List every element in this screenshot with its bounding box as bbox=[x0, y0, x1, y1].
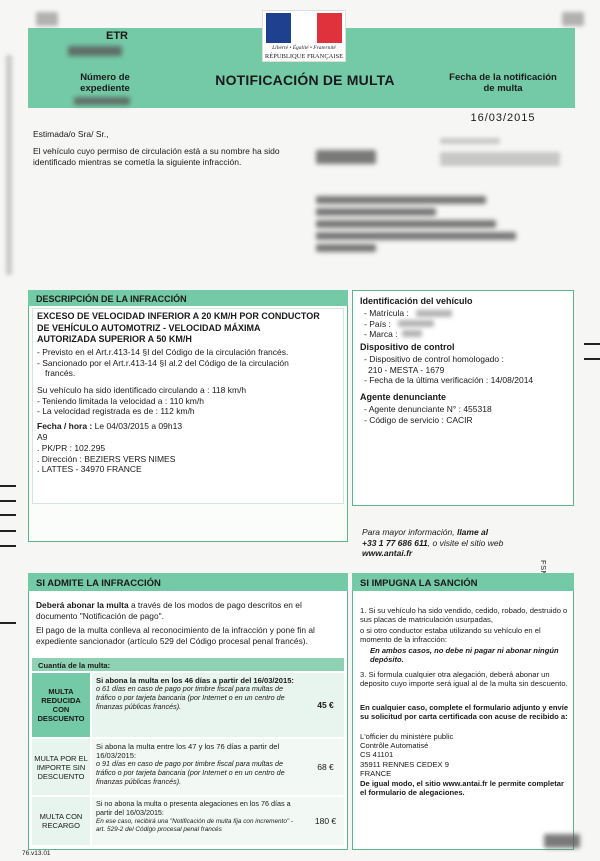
redacted-address-line bbox=[316, 208, 436, 216]
fecha-notificacion-value: 16/03/2015 bbox=[470, 112, 536, 124]
redacted-matricula bbox=[416, 310, 452, 317]
impugna-title: SI IMPUGNA LA SANCIÓN bbox=[360, 578, 478, 589]
agente-title: Agente denunciante bbox=[360, 392, 447, 402]
admite-p2: El pago de la multa conlleva al reconocimiento de la infracción y pone fin al expediente sancionador (artículo 529 del Código procesal penal francés). bbox=[36, 625, 315, 646]
redacted-address-line bbox=[316, 220, 496, 228]
row-main: Si abona la multa en los 46 días a partir del 16/03/2015: bbox=[96, 676, 294, 685]
agente-item: - Código de servicio : CACIR bbox=[364, 414, 473, 425]
greeting: Estimada/o Sra/ Sr., bbox=[33, 129, 109, 139]
agente-items bbox=[364, 404, 492, 425]
row-main: Si abona la multa entre los 47 y los 76 días a partir del 16/03/2015: bbox=[96, 742, 280, 761]
redacted-address-ref bbox=[440, 138, 500, 144]
row-sub: En ese caso, recibirá una "Notificación de multa fija con incremento" - art. 529-2 del Código procesal penal francés bbox=[96, 817, 294, 833]
redacted-address-line bbox=[316, 244, 376, 252]
speed-line: - La velocidad registrada es de : 112 km/h bbox=[37, 406, 195, 416]
redacted-address-line bbox=[316, 196, 486, 204]
redacted-marca bbox=[402, 330, 422, 337]
margin-mark bbox=[0, 622, 16, 624]
impugna-p4: En cualquier caso, complete el formulario adjunto y envíe su solicitud por carta certificada con acuse de recibido a: bbox=[360, 703, 569, 722]
vehiculo-item: - País : bbox=[364, 318, 391, 329]
margin-mark bbox=[584, 358, 600, 360]
impugna-p5 bbox=[360, 779, 572, 797]
impugna-p5-b: le permite completar el formulario de alegaciones. bbox=[360, 779, 564, 798]
logo-republique: RÉPUBLIQUE FRANÇAISE bbox=[264, 53, 344, 60]
address-line: CS 41101 bbox=[360, 750, 394, 760]
descripcion-title: DESCRIPCIÓN DE LA INFRACCIÓN bbox=[36, 294, 187, 304]
law-line: - Sancionado por el Art.r.413-14 §I al.2 del Código de la circulación bbox=[37, 357, 289, 368]
row-desc-sin-descuento bbox=[92, 739, 307, 795]
admite-title: SI ADMITE LA INFRACCIÓN bbox=[36, 578, 161, 589]
impugna-p3: 3. Si formula cualquier otra alegación, deberá abonar un deposito cuyo importe será igual al de la multa sin descuento. bbox=[360, 670, 568, 689]
infraccion-road: A9 bbox=[37, 432, 48, 442]
redacted-pais bbox=[398, 320, 434, 327]
redacted-address-ref bbox=[440, 152, 560, 166]
impugna-p5-a: De igual modo, el sitio bbox=[360, 779, 443, 788]
redacted-corner bbox=[562, 12, 584, 26]
margin-mark bbox=[0, 500, 16, 502]
redacted-side-text bbox=[6, 55, 12, 275]
infraccion-law bbox=[37, 347, 289, 379]
website-link[interactable]: www.antai.fr bbox=[362, 548, 413, 558]
row-main: Si no abona la multa o presenta alegaciones en los 76 días a partir del 16/03/2015: bbox=[96, 799, 291, 817]
headline-line: AUTORIZADA SUPERIOR A 50 KM/H bbox=[37, 334, 192, 344]
infraccion-place bbox=[37, 443, 175, 475]
impugna-p1b: o si otro conductor estaba utilizando su vehículo en el momento de la infracción: bbox=[360, 626, 541, 645]
control-title: Dispositivo de control bbox=[360, 342, 455, 352]
control-items bbox=[364, 354, 533, 386]
footer-code: 76.v13.01 bbox=[22, 850, 51, 857]
fecha-notificacion-label: Fecha de la notificación de multa bbox=[449, 72, 557, 94]
republique-francaise-logo bbox=[262, 10, 346, 62]
vehiculo-item: - Matrícula : bbox=[364, 308, 409, 318]
more-info bbox=[362, 527, 562, 559]
agente-item: - Agente denunciante N° : 455318 bbox=[364, 404, 492, 414]
row-sub: o 91 días en caso de pago por timbre fiscal para multas de tráfico o por tarjeta bancaria (por Internet o en un centro de finanzas públicas francés). bbox=[96, 759, 285, 786]
more-info-call: llame al bbox=[454, 527, 489, 537]
admite-p1-bold: Deberá abonar la multa bbox=[36, 600, 129, 610]
headline-line: EXCESO DE VELOCIDAD INFERIOR A 20 KM/H POR CONDUCTOR bbox=[37, 311, 320, 321]
margin-mark bbox=[0, 485, 16, 487]
logo-motto: Liberté • Égalité • Fraternité bbox=[272, 45, 336, 51]
impugna-p1: 1. Si su vehículo ha sido vendido, cedido, robado, destruido o sus placas de matriculación usurpadas, bbox=[360, 606, 568, 625]
law-line: - Previsto en el Art.r.413-14 §I del Código de la circulación francés. bbox=[37, 347, 289, 357]
more-info-text: Para mayor información, bbox=[362, 527, 455, 537]
speed-line: - Teniendo limitada la velocidad a : 110 km/h bbox=[37, 395, 204, 406]
etr-label: ETR bbox=[106, 30, 128, 42]
row-amount-sin-descuento: 68 € bbox=[307, 739, 344, 795]
redacted-corner bbox=[36, 12, 58, 26]
impugna-p1c: En ambos casos, no debe ni pagar ni abonar ningún depósito. bbox=[370, 646, 559, 665]
redacted-footer-code bbox=[544, 834, 580, 848]
place-line: . PK/PR : 102.295 bbox=[37, 443, 106, 453]
phone-number[interactable]: +33 1 77 686 611 bbox=[362, 537, 428, 548]
row-amount-recargo: 180 € bbox=[307, 797, 344, 845]
cuantia-label: Cuantía de la multa: bbox=[38, 661, 111, 670]
row-label-reducida: MULTA REDUCIDA CON DESCUENTO bbox=[32, 673, 90, 737]
vehiculo-item: - Marca : bbox=[364, 329, 398, 339]
address-line: 35911 RENNES CEDEX 9 bbox=[360, 759, 449, 769]
redacted-address-barcode bbox=[316, 150, 376, 164]
address-line: FRANCE bbox=[360, 768, 392, 778]
row-desc-recargo bbox=[92, 797, 307, 845]
row-amount-reducida: 45 € bbox=[307, 673, 344, 737]
law-line: francés. bbox=[45, 368, 76, 378]
margin-mark bbox=[0, 530, 16, 532]
margin-mark bbox=[584, 343, 600, 345]
fecha-value: Le 04/03/2015 a 09h13 bbox=[92, 421, 183, 431]
redacted-expediente-number bbox=[74, 97, 130, 105]
row-desc-reducida bbox=[92, 673, 307, 737]
fecha-label: Fecha / hora : bbox=[37, 421, 93, 431]
address-line: Contrôle Automatisé bbox=[360, 741, 429, 751]
margin-mark bbox=[0, 514, 16, 516]
row-label-recargo: MULTA CON RECARGO bbox=[32, 797, 90, 845]
address-line: L'officier du ministère public bbox=[360, 732, 454, 741]
impugna-address bbox=[360, 732, 570, 778]
infraccion-headline bbox=[37, 311, 320, 346]
speed-line: Su vehículo ha sido identificado circulando a : 118 km/h bbox=[37, 385, 247, 395]
infraccion-fecha bbox=[37, 421, 182, 432]
row-sub: o 61 días en caso de pago por timbre fiscal para multas de tráfico o por tarjeta bancaria (por Internet o en un centro de finanzas públicas francés). bbox=[96, 684, 285, 711]
infraccion-speed bbox=[37, 385, 246, 417]
intro-text: El vehículo cuyo permiso de circulación está a su nombre ha sido identificado mientras se cometía la siguiente infracción. bbox=[33, 146, 280, 167]
control-item: 210 - MESTA - 1679 bbox=[368, 364, 445, 375]
control-item: - Dispositivo de control homologado : bbox=[364, 354, 504, 364]
redacted-expediente bbox=[68, 46, 122, 56]
page-title: NOTIFICACIÓN DE MULTA bbox=[215, 72, 395, 88]
place-line: . LATTES - 34970 FRANCE bbox=[37, 464, 142, 474]
admite-p1 bbox=[36, 600, 342, 621]
margin-mark bbox=[0, 545, 16, 547]
flag-icon bbox=[266, 13, 342, 43]
antai-link[interactable]: www.antai.fr bbox=[442, 779, 488, 788]
place-line: . Dirección : BEZIERS VERS NIMES bbox=[37, 453, 176, 464]
admite-p1-rest: a través de los modos de pago descritos en el documento "Notificación de pago". bbox=[36, 600, 302, 621]
expediente-label: Número de expediente bbox=[80, 72, 130, 94]
vehiculo-title: Identificación del vehículo bbox=[360, 296, 473, 306]
headline-line: DE VEHÍCULO AUTOMOTRIZ - VELOCIDAD MÁXIMA bbox=[37, 322, 261, 333]
more-info-text: , o visite el sitio web bbox=[427, 537, 504, 548]
control-item: - Fecha de la última verificación : 14/08/2014 bbox=[364, 375, 534, 385]
redacted-address-line bbox=[316, 232, 516, 240]
row-label-sin-descuento: MULTA POR EL IMPORTE SIN DESCUENTO bbox=[32, 739, 90, 795]
